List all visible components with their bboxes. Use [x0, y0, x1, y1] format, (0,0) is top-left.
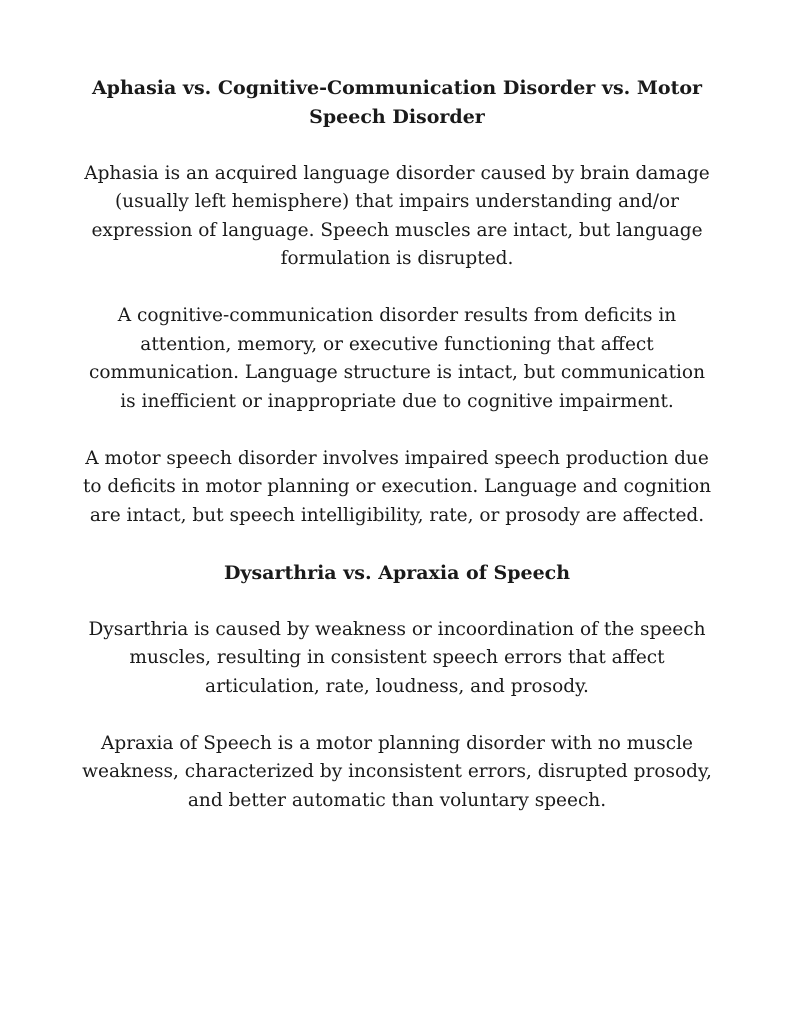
spacer — [80, 530, 714, 559]
section-heading-dysarthria-apraxia: Dysarthria vs. Apraxia of Speech — [223, 561, 571, 584]
spacer — [80, 701, 714, 730]
paragraph-cognitive-communication: A cognitive-communication disorder results from deficits in attention, memory, or executive functioning that affect communication. Language structure is intact, but communication is inefficient or inappropriate due to cognitive impairment. — [89, 305, 705, 412]
paragraph-apraxia: Apraxia of Speech is a motor planning disorder with no muscle weakness, characterized by inconsistent errors, disrupted prosody, and better automatic than voluntary speech. — [82, 732, 712, 811]
section-heading-aphasia-cognitive-motor: Aphasia vs. Cognitive-Communication Disorder vs. Motor Speech Disorder — [91, 77, 703, 128]
paragraph-motor-speech: A motor speech disorder involves impaired speech production due to deficits in motor planning or execution. Language and cognition are intact, but speech intelligibility, rate, or prosody are affected. — [82, 447, 712, 526]
spacer — [80, 587, 714, 616]
paragraph-dysarthria: Dysarthria is caused by weakness or incoordination of the speech muscles, resulting in consistent speech errors that affect articulation, rate, loudness, and prosody. — [88, 618, 706, 697]
document-page — [80, 74, 714, 815]
paragraph-aphasia: Aphasia is an acquired language disorder caused by brain damage (usually left hemisphere) that impairs understanding and/or expression of language. Speech muscles are intact, but language formulation is disrupted. — [84, 162, 710, 269]
spacer — [80, 131, 714, 160]
spacer — [80, 274, 714, 303]
spacer — [80, 416, 714, 445]
